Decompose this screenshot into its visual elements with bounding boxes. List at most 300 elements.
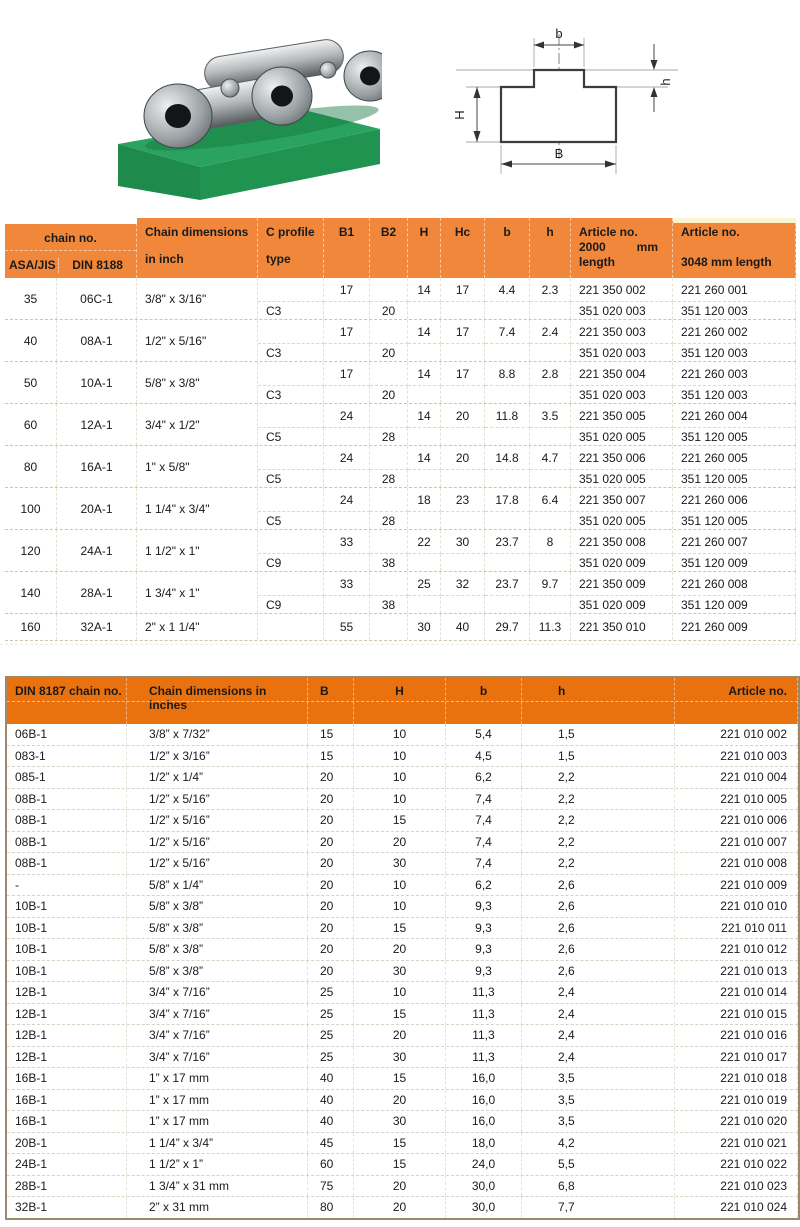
cell-dims: 1 1/2" x 1" bbox=[137, 530, 258, 571]
cell-dims: 3/4” x 7/16” bbox=[127, 1047, 308, 1068]
cell-h-spacer bbox=[530, 428, 571, 445]
cell-din-chain-no: 12B-1 bbox=[7, 1004, 127, 1025]
cell-dims: 5/8” x 3/8” bbox=[127, 939, 308, 960]
cell-profile-spacer bbox=[258, 278, 324, 302]
cell-article-3048: 221 260 009 bbox=[673, 614, 796, 640]
cell-H: 10 bbox=[354, 767, 446, 788]
cell-article-no: 221 010 023 bbox=[675, 1176, 798, 1197]
cell-H: 10 bbox=[354, 875, 446, 896]
cell-Hc: 20 bbox=[441, 446, 485, 470]
cell-din-chain-no: 08B-1 bbox=[7, 789, 127, 810]
header-chain-dimensions-l1: Chain dimensions bbox=[145, 225, 249, 239]
header-c-profile-l2: type bbox=[266, 252, 291, 266]
header-B: B bbox=[308, 678, 354, 724]
cell-article-2000: 221 350 008 bbox=[571, 530, 673, 554]
header-article-2000-value: 2000 bbox=[579, 240, 606, 254]
cell-article-no: 221 010 022 bbox=[675, 1154, 798, 1175]
cell-asa: 120 bbox=[5, 530, 57, 571]
cell-b1-spacer bbox=[324, 302, 370, 319]
cell-b-spacer bbox=[485, 554, 530, 571]
cell-din: 10A-1 bbox=[57, 362, 137, 403]
cell-b2-spacer bbox=[370, 530, 408, 554]
header-asa-jis: ASA/JIS bbox=[9, 258, 56, 272]
cell-b-spacer bbox=[485, 386, 530, 403]
header-dims: Chain dimensions in inches bbox=[127, 678, 308, 724]
cell-h: 2,6 bbox=[522, 896, 675, 917]
cell-H-spacer bbox=[408, 470, 441, 487]
cell-b: 5,4 bbox=[446, 724, 522, 745]
cell-H-spacer bbox=[408, 596, 441, 613]
cell-din: 16A-1 bbox=[57, 446, 137, 487]
cell-article-3048-alt: 351 120 005 bbox=[673, 470, 796, 487]
cell-B: 45 bbox=[308, 1133, 354, 1154]
cell-Hc-spacer bbox=[441, 470, 485, 487]
cell-profile: C5 bbox=[258, 428, 324, 445]
cell-article-3048-alt: 351 120 003 bbox=[673, 302, 796, 319]
cell-dims: 1/2” x 5/16” bbox=[127, 832, 308, 853]
cell-asa: 60 bbox=[5, 404, 57, 445]
cell-b: 7,4 bbox=[446, 810, 522, 831]
cell-h: 2,6 bbox=[522, 875, 675, 896]
header-din-8188: DIN 8188 bbox=[58, 258, 136, 273]
cell-B: 20 bbox=[308, 875, 354, 896]
cell-H-spacer bbox=[408, 512, 441, 529]
cell-H: 20 bbox=[354, 1025, 446, 1046]
cell-B: 15 bbox=[308, 724, 354, 745]
cell-H: 10 bbox=[354, 896, 446, 917]
table-row bbox=[7, 896, 798, 918]
spreadsheet-gridline-artifact bbox=[0, 644, 800, 645]
cell-h-spacer bbox=[530, 470, 571, 487]
table-row bbox=[5, 530, 796, 572]
header-article-2000-unit: mm bbox=[636, 240, 658, 254]
cell-article-3048: 221 260 005 bbox=[673, 446, 796, 470]
cell-article-3048-alt: 351 120 003 bbox=[673, 386, 796, 403]
cell-H: 22 bbox=[408, 530, 441, 554]
cell-H-spacer bbox=[408, 344, 441, 361]
header-b: b bbox=[485, 218, 530, 278]
cell-b1: 33 bbox=[324, 572, 370, 596]
cell-Hc: 20 bbox=[441, 404, 485, 428]
cell-b: 18,0 bbox=[446, 1133, 522, 1154]
cell-b: 7,4 bbox=[446, 789, 522, 810]
cell-b: 6,2 bbox=[446, 767, 522, 788]
cell-article-2000: 221 350 010 bbox=[571, 614, 673, 640]
cell-article-no: 221 010 010 bbox=[675, 896, 798, 917]
cell-din: 06C-1 bbox=[57, 278, 137, 319]
cell-h: 2.8 bbox=[530, 362, 571, 386]
cell-din: 32A-1 bbox=[57, 614, 137, 640]
cell-dims: 1” x 17 mm bbox=[127, 1111, 308, 1132]
cell-article-3048: 221 260 008 bbox=[673, 572, 796, 596]
cell-dims: 5/8” x 3/8” bbox=[127, 918, 308, 939]
cell-b2: 20 bbox=[370, 386, 408, 403]
table-row bbox=[7, 1090, 798, 1112]
header-b1: B1 bbox=[324, 218, 370, 278]
cell-article-3048: 221 260 001 bbox=[673, 278, 796, 302]
cell-Hc: 30 bbox=[441, 530, 485, 554]
cell-dims: 1” x 17 mm bbox=[127, 1090, 308, 1111]
cell-B: 60 bbox=[308, 1154, 354, 1175]
cell-profile: C3 bbox=[258, 344, 324, 361]
cell-article-2000: 221 350 006 bbox=[571, 446, 673, 470]
table1-body bbox=[5, 278, 796, 641]
cell-article-no: 221 010 021 bbox=[675, 1133, 798, 1154]
table-row bbox=[5, 362, 796, 404]
cell-din-chain-no: 10B-1 bbox=[7, 896, 127, 917]
cell-Hc: 40 bbox=[441, 614, 485, 640]
cell-h: 9.7 bbox=[530, 572, 571, 596]
cell-dims: 2" x 1 1/4" bbox=[137, 614, 258, 640]
cell-asa: 80 bbox=[5, 446, 57, 487]
cell-h: 2,2 bbox=[522, 767, 675, 788]
cell-din-chain-no: 32B-1 bbox=[7, 1197, 127, 1218]
cell-b2: 38 bbox=[370, 596, 408, 613]
cell-H: 30 bbox=[354, 961, 446, 982]
header-b2: B2 bbox=[370, 218, 408, 278]
header-c-profile-l1: C profile bbox=[266, 225, 315, 239]
cell-B: 25 bbox=[308, 982, 354, 1003]
header-article-3048-l3: 3048 mm length bbox=[681, 255, 772, 269]
cell-din-chain-no: 10B-1 bbox=[7, 939, 127, 960]
cell-b: 30,0 bbox=[446, 1176, 522, 1197]
table-row bbox=[7, 1154, 798, 1176]
cell-B: 25 bbox=[308, 1004, 354, 1025]
cell-H: 20 bbox=[354, 1176, 446, 1197]
cell-b1-spacer bbox=[324, 428, 370, 445]
cell-dims: 1/2” x 5/16” bbox=[127, 853, 308, 874]
table-row bbox=[5, 278, 796, 320]
header-article-3048-l1: Article no. bbox=[681, 225, 740, 239]
din-chain-table bbox=[5, 676, 800, 1220]
cell-h: 2.4 bbox=[530, 320, 571, 344]
table-row bbox=[7, 767, 798, 789]
table-row bbox=[7, 789, 798, 811]
cell-b1: 17 bbox=[324, 362, 370, 386]
cell-dims: 5/8" x 3/8" bbox=[137, 362, 258, 403]
table-row bbox=[7, 961, 798, 983]
cell-B: 40 bbox=[308, 1068, 354, 1089]
table-row bbox=[7, 939, 798, 961]
cell-b1: 24 bbox=[324, 488, 370, 512]
cell-profile: C3 bbox=[258, 386, 324, 403]
cell-h: 3,5 bbox=[522, 1090, 675, 1111]
cell-b1-spacer bbox=[324, 554, 370, 571]
cell-B: 75 bbox=[308, 1176, 354, 1197]
cell-h: 2,6 bbox=[522, 961, 675, 982]
table-row bbox=[7, 810, 798, 832]
header-H: H bbox=[354, 678, 446, 724]
cell-asa: 140 bbox=[5, 572, 57, 613]
cell-h: 5,5 bbox=[522, 1154, 675, 1175]
cell-Hc: 32 bbox=[441, 572, 485, 596]
header-grid-dash bbox=[7, 701, 798, 702]
cell-h: 2.3 bbox=[530, 278, 571, 302]
cell-dims: 2” x 31 mm bbox=[127, 1197, 308, 1218]
cell-profile bbox=[258, 614, 324, 640]
cell-b1-spacer bbox=[324, 512, 370, 529]
cell-b1: 17 bbox=[324, 320, 370, 344]
cell-B: 20 bbox=[308, 939, 354, 960]
cell-h: 2,4 bbox=[522, 1025, 675, 1046]
cell-h: 6,8 bbox=[522, 1176, 675, 1197]
cell-din-chain-no: 06B-1 bbox=[7, 724, 127, 745]
cell-h: 2,6 bbox=[522, 918, 675, 939]
cell-profile-spacer bbox=[258, 446, 324, 470]
cell-article-no: 221 010 007 bbox=[675, 832, 798, 853]
cell-b1: 33 bbox=[324, 530, 370, 554]
cell-article-no: 221 010 020 bbox=[675, 1111, 798, 1132]
cell-article-no: 221 010 003 bbox=[675, 746, 798, 767]
cell-b: 7,4 bbox=[446, 832, 522, 853]
cell-b1: 55 bbox=[324, 614, 370, 640]
cell-din-chain-no: 12B-1 bbox=[7, 1025, 127, 1046]
dim-H bbox=[474, 87, 481, 142]
cell-profile: C9 bbox=[258, 554, 324, 571]
cell-h: 2,2 bbox=[522, 810, 675, 831]
cell-article-no: 221 010 018 bbox=[675, 1068, 798, 1089]
cell-h: 2,4 bbox=[522, 1047, 675, 1068]
table-row bbox=[7, 1025, 798, 1047]
table-row bbox=[7, 982, 798, 1004]
cell-H: 30 bbox=[408, 614, 441, 640]
cell-B: 80 bbox=[308, 1197, 354, 1218]
cell-article-3048-alt: 351 120 009 bbox=[673, 596, 796, 613]
cell-H: 15 bbox=[354, 918, 446, 939]
cell-H: 15 bbox=[354, 1068, 446, 1089]
cell-article-3048: 221 260 003 bbox=[673, 362, 796, 386]
cell-article-2000-alt: 351 020 003 bbox=[571, 302, 673, 319]
table2-body bbox=[7, 724, 798, 1218]
cell-din: 12A-1 bbox=[57, 404, 137, 445]
table-row bbox=[7, 1111, 798, 1133]
cell-din-chain-no: 12B-1 bbox=[7, 1047, 127, 1068]
cell-B: 40 bbox=[308, 1111, 354, 1132]
cell-H: 20 bbox=[354, 1090, 446, 1111]
cell-profile-spacer bbox=[258, 572, 324, 596]
header-article-2000-l1: Article no. bbox=[579, 225, 638, 239]
table-row bbox=[5, 404, 796, 446]
table-row bbox=[7, 746, 798, 768]
cell-h: 6.4 bbox=[530, 488, 571, 512]
table-row bbox=[7, 853, 798, 875]
cell-Hc: 17 bbox=[441, 362, 485, 386]
cell-Hc-spacer bbox=[441, 596, 485, 613]
cell-b-spacer bbox=[485, 512, 530, 529]
cell-article-2000-alt: 351 020 003 bbox=[571, 386, 673, 403]
cell-b: 23.7 bbox=[485, 572, 530, 596]
cell-asa: 160 bbox=[5, 614, 57, 640]
table-row bbox=[7, 832, 798, 854]
cell-b1-spacer bbox=[324, 470, 370, 487]
cell-b2-spacer bbox=[370, 320, 408, 344]
cell-din-chain-no: 08B-1 bbox=[7, 810, 127, 831]
cell-b: 16,0 bbox=[446, 1090, 522, 1111]
header-article-3048 bbox=[673, 218, 796, 278]
cell-b1-spacer bbox=[324, 596, 370, 613]
header-article-2000-l3: length bbox=[579, 255, 615, 269]
cell-dims: 1 3/4” x 31 mm bbox=[127, 1176, 308, 1197]
dim-B bbox=[501, 161, 616, 168]
cell-article-2000: 221 350 005 bbox=[571, 404, 673, 428]
header-Hc: Hc bbox=[441, 218, 485, 278]
cell-h: 7,7 bbox=[522, 1197, 675, 1218]
cell-B: 15 bbox=[308, 746, 354, 767]
cell-b: 23.7 bbox=[485, 530, 530, 554]
cell-H: 20 bbox=[354, 832, 446, 853]
cell-asa: 100 bbox=[5, 488, 57, 529]
header-h: h bbox=[522, 678, 675, 724]
cell-article-no: 221 010 008 bbox=[675, 853, 798, 874]
table-row bbox=[5, 488, 796, 530]
cell-din-chain-no: 08B-1 bbox=[7, 853, 127, 874]
cell-b2 bbox=[370, 614, 408, 640]
cell-b: 6,2 bbox=[446, 875, 522, 896]
cell-article-2000: 221 350 004 bbox=[571, 362, 673, 386]
cell-profile: C3 bbox=[258, 302, 324, 319]
cell-h: 1,5 bbox=[522, 724, 675, 745]
cell-din-chain-no: 28B-1 bbox=[7, 1176, 127, 1197]
cell-h: 11.3 bbox=[530, 614, 571, 640]
cell-b1: 24 bbox=[324, 404, 370, 428]
cell-b: 30,0 bbox=[446, 1197, 522, 1218]
cell-Hc-spacer bbox=[441, 428, 485, 445]
cell-article-2000-alt: 351 020 005 bbox=[571, 470, 673, 487]
table-row bbox=[7, 1047, 798, 1069]
header-chain-dimensions bbox=[137, 218, 258, 278]
table-row bbox=[5, 614, 796, 641]
cell-h: 4,2 bbox=[522, 1133, 675, 1154]
cell-Hc: 17 bbox=[441, 320, 485, 344]
cell-dims: 1” x 17 mm bbox=[127, 1068, 308, 1089]
dim-h bbox=[651, 44, 658, 112]
cell-b2: 28 bbox=[370, 512, 408, 529]
cell-article-no: 221 010 006 bbox=[675, 810, 798, 831]
cell-article-no: 221 010 011 bbox=[675, 918, 798, 939]
cell-H: 30 bbox=[354, 1047, 446, 1068]
cell-article-2000-alt: 351 020 005 bbox=[571, 512, 673, 529]
cell-H: 14 bbox=[408, 320, 441, 344]
cell-h-spacer bbox=[530, 344, 571, 361]
cell-article-no: 221 010 004 bbox=[675, 767, 798, 788]
cell-dims: 3/8" x 3/16" bbox=[137, 278, 258, 319]
cell-b: 8.8 bbox=[485, 362, 530, 386]
cell-b2: 28 bbox=[370, 470, 408, 487]
cell-article-no: 221 010 005 bbox=[675, 789, 798, 810]
table-row bbox=[7, 1133, 798, 1155]
cell-b-spacer bbox=[485, 470, 530, 487]
cell-b2-spacer bbox=[370, 446, 408, 470]
cell-b2-spacer bbox=[370, 278, 408, 302]
cell-b: 11,3 bbox=[446, 1004, 522, 1025]
cell-article-3048: 221 260 004 bbox=[673, 404, 796, 428]
table2-header bbox=[7, 678, 798, 724]
cell-profile-spacer bbox=[258, 320, 324, 344]
cell-H-spacer bbox=[408, 386, 441, 403]
cell-article-no: 221 010 019 bbox=[675, 1090, 798, 1111]
cell-din: 28A-1 bbox=[57, 572, 137, 613]
cell-Hc-spacer bbox=[441, 386, 485, 403]
cell-b2: 20 bbox=[370, 302, 408, 319]
cell-article-3048: 221 260 006 bbox=[673, 488, 796, 512]
cell-article-3048-alt: 351 120 003 bbox=[673, 344, 796, 361]
cell-h: 2,2 bbox=[522, 789, 675, 810]
cell-h-spacer bbox=[530, 596, 571, 613]
cell-B: 25 bbox=[308, 1047, 354, 1068]
cell-h: 3,5 bbox=[522, 1111, 675, 1132]
cell-h: 8 bbox=[530, 530, 571, 554]
cell-dims: 1 1/2” x 1” bbox=[127, 1154, 308, 1175]
cell-B: 20 bbox=[308, 810, 354, 831]
cell-H-spacer bbox=[408, 302, 441, 319]
cell-Hc: 23 bbox=[441, 488, 485, 512]
cell-profile: C5 bbox=[258, 470, 324, 487]
cell-H: 15 bbox=[354, 1154, 446, 1175]
cell-article-3048: 221 260 007 bbox=[673, 530, 796, 554]
cell-H: 25 bbox=[408, 572, 441, 596]
profile-dimension-diagram bbox=[446, 12, 714, 194]
cell-H: 10 bbox=[354, 789, 446, 810]
cell-profile: C9 bbox=[258, 596, 324, 613]
cell-dims: 1/2” x 5/16” bbox=[127, 789, 308, 810]
cell-article-3048-alt: 351 120 009 bbox=[673, 554, 796, 571]
cell-H: 14 bbox=[408, 362, 441, 386]
cell-b: 9,3 bbox=[446, 896, 522, 917]
cell-asa: 35 bbox=[5, 278, 57, 319]
cell-b: 4.4 bbox=[485, 278, 530, 302]
cell-din: 08A-1 bbox=[57, 320, 137, 361]
cell-b2-spacer bbox=[370, 404, 408, 428]
cell-Hc-spacer bbox=[441, 344, 485, 361]
cell-b1-spacer bbox=[324, 344, 370, 361]
cell-h: 2,2 bbox=[522, 853, 675, 874]
cell-profile-spacer bbox=[258, 362, 324, 386]
cell-H-spacer bbox=[408, 554, 441, 571]
cell-article-no: 221 010 014 bbox=[675, 982, 798, 1003]
cell-din-chain-no: 10B-1 bbox=[7, 961, 127, 982]
cell-b: 29.7 bbox=[485, 614, 530, 640]
cell-h: 2,4 bbox=[522, 982, 675, 1003]
cell-b: 14.8 bbox=[485, 446, 530, 470]
cell-article-3048: 221 260 002 bbox=[673, 320, 796, 344]
cell-dims: 3/8” x 7/32” bbox=[127, 724, 308, 745]
cell-H: 15 bbox=[354, 1004, 446, 1025]
cell-dims: 3/4” x 7/16” bbox=[127, 982, 308, 1003]
cell-B: 40 bbox=[308, 1090, 354, 1111]
cell-b: 9,3 bbox=[446, 939, 522, 960]
cell-b1-spacer bbox=[324, 386, 370, 403]
cell-dims: 3/4” x 7/16” bbox=[127, 1004, 308, 1025]
cell-dims: 1/2" x 5/16" bbox=[137, 320, 258, 361]
cell-Hc-spacer bbox=[441, 554, 485, 571]
cell-H: 15 bbox=[354, 810, 446, 831]
cell-article-2000: 221 350 007 bbox=[571, 488, 673, 512]
table-row bbox=[5, 572, 796, 614]
cell-Hc: 17 bbox=[441, 278, 485, 302]
cell-H: 20 bbox=[354, 939, 446, 960]
cell-H: 20 bbox=[354, 1197, 446, 1218]
cell-h: 3.5 bbox=[530, 404, 571, 428]
cell-b-spacer bbox=[485, 596, 530, 613]
table1-header bbox=[5, 218, 796, 278]
cell-b: 4,5 bbox=[446, 746, 522, 767]
cell-article-3048-alt: 351 120 005 bbox=[673, 512, 796, 529]
cell-B: 20 bbox=[308, 918, 354, 939]
cell-H: 14 bbox=[408, 278, 441, 302]
cell-article-no: 221 010 016 bbox=[675, 1025, 798, 1046]
header-h: h bbox=[530, 218, 571, 278]
cell-b-spacer bbox=[485, 302, 530, 319]
